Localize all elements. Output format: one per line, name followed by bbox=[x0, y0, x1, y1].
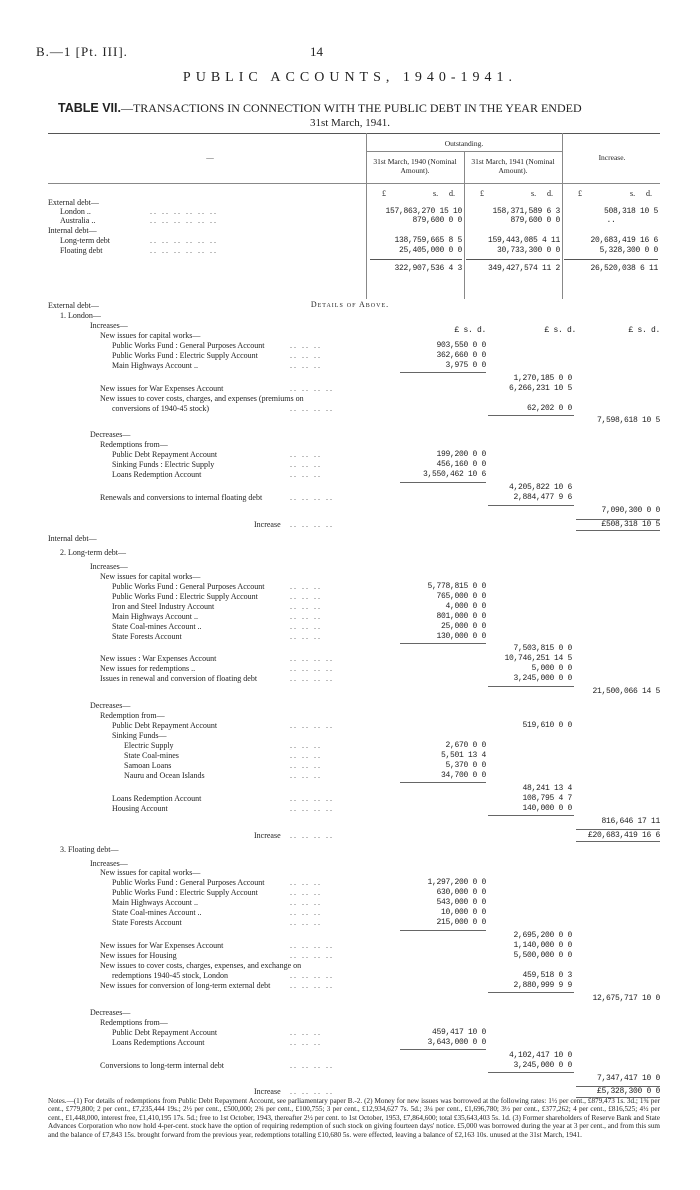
leader-dots: .. .. .. bbox=[290, 591, 322, 601]
unit-label: s. bbox=[630, 189, 636, 198]
leader-dots: .. .. .. .. bbox=[290, 674, 334, 684]
unit-label: s. bbox=[531, 189, 537, 198]
detail-line-label: External debt— bbox=[48, 301, 99, 310]
detail-value: 456,160 0 0 bbox=[436, 460, 486, 470]
detail-line-label: Issues in renewal and conversion of floating debt bbox=[100, 674, 258, 684]
leader-dots: .. .. .. .. .. .. bbox=[150, 207, 218, 216]
detail-line-label: 3. Floating debt— bbox=[60, 844, 119, 854]
summary-value: .. bbox=[606, 216, 616, 225]
detail-line-label: Main Highways Account .. bbox=[112, 898, 198, 908]
leader-dots: .. .. .. bbox=[290, 340, 322, 350]
leader-dots: .. .. .. bbox=[290, 350, 322, 360]
detail-line-label: Increases— bbox=[90, 858, 128, 868]
detail-line-label: Loans Redemptions Account bbox=[112, 1037, 205, 1047]
detail-value: 362,660 0 0 bbox=[436, 350, 486, 360]
detail-line-label: Internal debt— bbox=[48, 533, 97, 543]
leader-dots: .. .. .. .. bbox=[290, 1060, 334, 1070]
leader-dots: .. .. .. bbox=[290, 631, 322, 641]
detail-line-label: Redemptions from— bbox=[100, 440, 168, 450]
leader-dots: .. .. .. bbox=[290, 450, 322, 460]
detail-value: 7,503,815 0 0 bbox=[513, 644, 572, 654]
leader-dots: .. .. .. .. .. .. bbox=[150, 246, 218, 255]
table-label: TABLE VII. bbox=[58, 101, 121, 115]
detail-value: 2,884,477 9 6 bbox=[513, 493, 572, 503]
leader-dots: .. .. .. .. bbox=[290, 793, 334, 803]
detail-line-label: State Forests Account bbox=[112, 631, 182, 641]
detail-line-label: New issues : War Expenses Account bbox=[100, 654, 217, 664]
detail-line-label: Renewals and conversions to internal floating debt bbox=[100, 493, 263, 503]
detail-value: 4,205,822 10 6 bbox=[508, 483, 572, 493]
detail-line-label: Public Debt Repayment Account bbox=[112, 450, 218, 460]
detail-value: 459,518 0 3 bbox=[522, 970, 572, 980]
detail-line-label: Samoan Loans bbox=[124, 760, 172, 770]
detail-line-label: New issues for War Expenses Account bbox=[100, 941, 224, 951]
leader-dots: .. .. .. bbox=[290, 601, 322, 611]
leader-dots: .. .. .. bbox=[290, 611, 322, 621]
detail-line-label: Nauru and Ocean Islands bbox=[124, 770, 205, 780]
stub-header-dash: — bbox=[206, 153, 214, 162]
detail-line-label: New issues for capital works— bbox=[100, 571, 201, 581]
leader-dots: .. .. .. bbox=[290, 908, 322, 918]
detail-line-label: New issues for capital works— bbox=[100, 330, 201, 340]
detail-line-label: Increase bbox=[254, 1087, 281, 1097]
detail-line-label: New issues for War Expenses Account bbox=[100, 383, 224, 393]
column-header-1940: 31st March, 1940 (Nominal Amount). bbox=[373, 157, 457, 175]
detail-line-label: Public Works Fund : General Purposes Account bbox=[112, 878, 265, 888]
page-title: PUBLIC ACCOUNTS, 1940-1941. bbox=[182, 70, 518, 85]
detail-value: 4,102,417 10 0 bbox=[508, 1050, 572, 1060]
detail-line-label: Housing Account bbox=[112, 803, 168, 813]
leader-dots: .. .. .. .. bbox=[290, 520, 334, 529]
detail-value: 34,700 0 0 bbox=[440, 770, 486, 780]
detail-value: 10,746,251 14 5 bbox=[504, 654, 572, 664]
detail-value: £20,683,419 16 6 bbox=[587, 830, 660, 840]
page-number: 14 bbox=[310, 44, 323, 59]
leader-dots: .. .. .. .. bbox=[290, 980, 334, 990]
detail-value: 108,795 4 7 bbox=[522, 793, 572, 803]
detail-value: 5,501 13 4 bbox=[440, 750, 486, 760]
summary-value: 158,371,589 6 3 bbox=[492, 207, 560, 216]
detail-value: 12,675,717 10 0 bbox=[592, 993, 660, 1003]
summary-value: 25,405,000 0 0 bbox=[398, 246, 462, 255]
unit-label: d. bbox=[547, 189, 553, 198]
detail-value: 48,241 13 4 bbox=[522, 783, 572, 793]
detail-line-label: State Coal-mines Account .. bbox=[112, 908, 202, 918]
detail-line-label: New issues for capital works— bbox=[100, 868, 201, 878]
detail-value: 5,500,000 0 0 bbox=[513, 951, 572, 961]
leader-dots: .. .. .. .. bbox=[290, 493, 334, 503]
leader-dots: .. .. .. .. bbox=[290, 383, 334, 393]
detail-unit-label: £ s. d. bbox=[628, 326, 660, 335]
detail-value: 1,297,200 0 0 bbox=[427, 878, 486, 888]
leader-dots: .. .. .. bbox=[290, 878, 322, 888]
detail-value: 2,670 0 0 bbox=[445, 741, 486, 750]
leader-dots: .. .. .. bbox=[290, 770, 322, 780]
detail-value: 6,266,231 10 5 bbox=[508, 383, 572, 393]
leader-dots: .. .. .. bbox=[290, 741, 322, 750]
leader-dots: .. .. .. bbox=[290, 470, 322, 480]
detail-line-label: Decreases— bbox=[90, 430, 131, 440]
detail-value: 5,778,815 0 0 bbox=[427, 581, 486, 591]
detail-line-label: 1. London— bbox=[60, 310, 101, 320]
detail-value: 903,550 0 0 bbox=[436, 340, 486, 350]
summary-value: 138,759,665 8 5 bbox=[394, 236, 462, 245]
detail-line-label: State Forests Account bbox=[112, 918, 182, 928]
detail-value: 5,000 0 0 bbox=[531, 664, 572, 674]
table-title bbox=[58, 101, 582, 116]
summary-value: 26,520,038 6 11 bbox=[590, 264, 658, 273]
leader-dots: .. .. .. bbox=[290, 1037, 322, 1047]
detail-line-label: Redemptions from— bbox=[100, 1017, 168, 1027]
detail-value: 7,090,300 0 0 bbox=[601, 506, 660, 516]
leader-dots: .. .. .. bbox=[290, 898, 322, 908]
detail-line-label: Increase bbox=[254, 830, 281, 840]
unit-label: s. bbox=[433, 189, 439, 198]
summary-row-label: Long-term debt bbox=[60, 236, 110, 245]
detail-unit-label: £ s. d. bbox=[544, 326, 576, 335]
summary-row-label: Australia .. bbox=[60, 216, 96, 225]
leader-dots: .. .. .. .. bbox=[290, 403, 334, 413]
leader-dots: .. .. .. .. bbox=[290, 830, 334, 840]
detail-line-label: Decreases— bbox=[90, 1007, 131, 1017]
detail-value: 21,500,066 14 5 bbox=[592, 687, 660, 697]
detail-line-label: redemptions 1940-45 stock, London bbox=[112, 970, 228, 980]
detail-line-label: Main Highways Account .. bbox=[112, 360, 198, 370]
leader-dots: .. .. .. .. .. .. bbox=[150, 236, 218, 245]
leader-dots: .. .. .. bbox=[290, 621, 322, 631]
leader-dots: .. .. .. bbox=[290, 918, 322, 928]
summary-row-label: Floating debt bbox=[60, 246, 103, 255]
summary-value: 159,443,085 4 11 bbox=[487, 236, 560, 245]
detail-line-label: Public Works Fund : Electric Supply Account bbox=[112, 350, 258, 360]
detail-line-label: Public Debt Repayment Account bbox=[112, 1027, 218, 1037]
detail-line-label: conversions of 1940-45 stock) bbox=[112, 403, 210, 413]
leader-dots: .. .. .. bbox=[290, 750, 322, 760]
detail-line-label: Main Highways Account .. bbox=[112, 611, 198, 621]
summary-row-label: External debt— bbox=[48, 198, 99, 207]
detail-line-label: Iron and Steel Industry Account bbox=[112, 601, 215, 611]
detail-value: 25,000 0 0 bbox=[440, 621, 486, 631]
detail-value: 2,880,999 9 9 bbox=[513, 980, 572, 990]
detail-line-label: Sinking Funds : Electric Supply bbox=[112, 460, 215, 470]
detail-line-label: Decreases— bbox=[90, 701, 131, 711]
detail-line-label: Public Works Fund : General Purposes Account bbox=[112, 581, 265, 591]
detail-value: 3,975 0 0 bbox=[445, 360, 486, 370]
detail-line-label: Increase bbox=[254, 520, 281, 529]
summary-row-label: London .. bbox=[60, 207, 91, 216]
leader-dots: .. .. .. .. .. .. bbox=[150, 216, 218, 225]
detail-line-label: New issues to cover costs, charges, expenses, and exchange on bbox=[100, 961, 302, 970]
leader-dots: .. .. .. .. bbox=[290, 803, 334, 813]
detail-line-label: State Coal-mines Account .. bbox=[112, 621, 202, 631]
detail-line-label: Increases— bbox=[90, 561, 128, 571]
detail-value: £5,328,300 0 0 bbox=[596, 1087, 660, 1097]
detail-line-label: Increases— bbox=[90, 320, 128, 330]
detail-value: 3,550,462 10 6 bbox=[422, 470, 486, 480]
detail-line-label: New issues for conversion of long-term external debt bbox=[100, 980, 271, 990]
detail-value: 7,347,417 10 0 bbox=[596, 1073, 660, 1083]
detail-value: 543,000 0 0 bbox=[436, 898, 486, 908]
summary-value: 157,863,270 15 10 bbox=[385, 207, 462, 216]
leader-dots: .. .. .. .. bbox=[290, 951, 334, 961]
summary-value: 20,683,419 16 6 bbox=[590, 236, 658, 245]
detail-value: 215,000 0 0 bbox=[436, 918, 486, 928]
detail-line-label: New issues to cover costs, charges, and expenses (premiums on bbox=[100, 393, 304, 403]
summary-value: 322,907,536 4 3 bbox=[394, 264, 462, 273]
detail-value: 519,610 0 0 bbox=[522, 721, 572, 731]
detail-value: 3,245,000 0 0 bbox=[513, 1060, 572, 1070]
detail-line-label: New issues for Housing bbox=[100, 951, 177, 961]
leader-dots: .. .. .. .. bbox=[290, 970, 334, 980]
leader-dots: .. .. .. bbox=[290, 460, 322, 470]
leader-dots: .. .. .. bbox=[290, 360, 322, 370]
detail-value: 7,598,618 10 5 bbox=[596, 416, 660, 426]
table-title-date: 31st March, 1941. bbox=[309, 117, 391, 129]
detail-value: 1,270,185 0 0 bbox=[513, 373, 572, 383]
increase-header: Increase. bbox=[598, 153, 626, 162]
leader-dots: .. .. .. .. bbox=[290, 1087, 334, 1097]
summary-value: 30,733,300 0 0 bbox=[496, 246, 560, 255]
detail-value: 5,370 0 0 bbox=[445, 760, 486, 770]
detail-line-label: Public Works Fund : Electric Supply Account bbox=[112, 888, 258, 898]
summary-value: 5,328,300 0 0 bbox=[599, 246, 658, 255]
summary-value: 879,600 0 0 bbox=[510, 216, 560, 225]
detail-line-label: Electric Supply bbox=[124, 741, 174, 750]
detail-value: 2,695,200 0 0 bbox=[513, 931, 572, 941]
detail-value: 459,417 10 0 bbox=[431, 1027, 486, 1037]
detail-value: 199,200 0 0 bbox=[436, 450, 486, 460]
detail-line-label: New issues for redemptions .. bbox=[100, 664, 196, 674]
unit-label: d. bbox=[646, 189, 652, 198]
leader-dots: .. .. .. bbox=[290, 888, 322, 898]
detail-value: 3,245,000 0 0 bbox=[513, 674, 572, 684]
detail-line-label: Loans Redemption Account bbox=[112, 470, 202, 480]
detail-line-label: 2. Long-term debt— bbox=[60, 547, 126, 557]
detail-value: 140,000 0 0 bbox=[522, 803, 572, 813]
detail-line-label: Redemption from— bbox=[100, 711, 165, 721]
summary-value: 349,427,574 11 2 bbox=[487, 264, 560, 273]
detail-line-label: State Coal-mines bbox=[124, 750, 179, 760]
summary-value: 879,600 0 0 bbox=[412, 216, 462, 225]
detail-value: 801,000 0 0 bbox=[436, 611, 486, 621]
detail-value: £508,318 10 5 bbox=[601, 520, 660, 529]
detail-value: 62,202 0 0 bbox=[526, 403, 572, 413]
detail-value: 630,000 0 0 bbox=[436, 888, 486, 898]
leader-dots: .. .. .. bbox=[290, 760, 322, 770]
leader-dots: .. .. .. bbox=[290, 581, 322, 591]
leader-dots: .. .. .. bbox=[290, 1027, 322, 1037]
summary-value: 508,318 10 5 bbox=[603, 207, 658, 216]
detail-value: 130,000 0 0 bbox=[436, 631, 486, 641]
unit-label: £ bbox=[578, 189, 582, 198]
column-header-1941: 31st March, 1941 (Nominal Amount). bbox=[471, 157, 555, 175]
detail-line-label: Conversions to long-term internal debt bbox=[100, 1060, 224, 1070]
detail-value: 1,140,000 0 0 bbox=[513, 941, 572, 951]
detail-value: 816,646 17 11 bbox=[601, 816, 660, 826]
detail-value: 4,000 0 0 bbox=[445, 601, 486, 611]
detail-unit-label: £ s. d. bbox=[454, 326, 486, 335]
footnotes: Notes.—(1) For details of redemptions from Public Debt Repayment Account, see parliamentary paper B.-2. (2) Money for new issues was borrowed at the following rates: 1½ per cent., £879,473 1s. 3d.; 1¾ per cent., £779,800; 2 per cent., £7,235,444 19s.; 2½ per cent., £500,000; 2¾ per cent., £100,755; 3 per cent., £12,934,627 7s. 5d.; 3¼ per cent., £1,696,780; 3½ per cent., £377,262; 4 per cent., £816,525; 4½ per cent., £1,448,000, interest free, £1,410,195 17s. 5d.; free to 1st October, 1943, thereafter 2½ per cent. to 1st October, 1953, £7,864,600; total £35,643,403 5s. 1d. (3) Former shareholders of Reserve Bank and State Advances Corporation who now hold 4-per-cent. stock have the option of requiring redemption of such stock on giving fourteen days' notice. £5,000 was borrowed during the year at 3 per cent., and from this sum and the balance of £7,843 15s. brought forward from the previous year, redemptions totalling £10,680 5s. were effected, leaving a balance of £2,163 10s. unused at the 31st March, 1941. bbox=[48, 1097, 660, 1139]
header-reference: B.—1 [Pt. III]. bbox=[36, 44, 128, 59]
detail-line-label: Sinking Funds— bbox=[112, 731, 167, 741]
detail-line-label: Public Works Fund : General Purposes Account bbox=[112, 340, 265, 350]
unit-label: £ bbox=[480, 189, 484, 198]
outstanding-header: Outstanding. bbox=[444, 139, 484, 148]
detail-line-label: Public Works Fund : Electric Supply Account bbox=[112, 591, 258, 601]
detail-line-label: Public Debt Repayment Account bbox=[112, 721, 218, 731]
details-heading: Details of Above. bbox=[310, 300, 390, 309]
summary-row-label: Internal debt— bbox=[48, 226, 97, 235]
unit-label: £ bbox=[382, 189, 386, 198]
table-title-text: —TRANSACTIONS IN CONNECTION WITH THE PUBLIC DEBT IN THE YEAR ENDED bbox=[120, 101, 582, 115]
leader-dots: .. .. .. .. bbox=[290, 654, 334, 664]
detail-value: 3,643,000 0 0 bbox=[427, 1037, 486, 1047]
leader-dots: .. .. .. .. bbox=[290, 664, 334, 674]
detail-value: 765,000 0 0 bbox=[436, 591, 486, 601]
leader-dots: .. .. .. .. bbox=[290, 941, 334, 951]
detail-value: 10,000 0 0 bbox=[440, 908, 486, 918]
detail-line-label: Loans Redemption Account bbox=[112, 793, 202, 803]
leader-dots: .. .. .. .. bbox=[290, 721, 334, 731]
unit-label: d. bbox=[449, 189, 455, 198]
